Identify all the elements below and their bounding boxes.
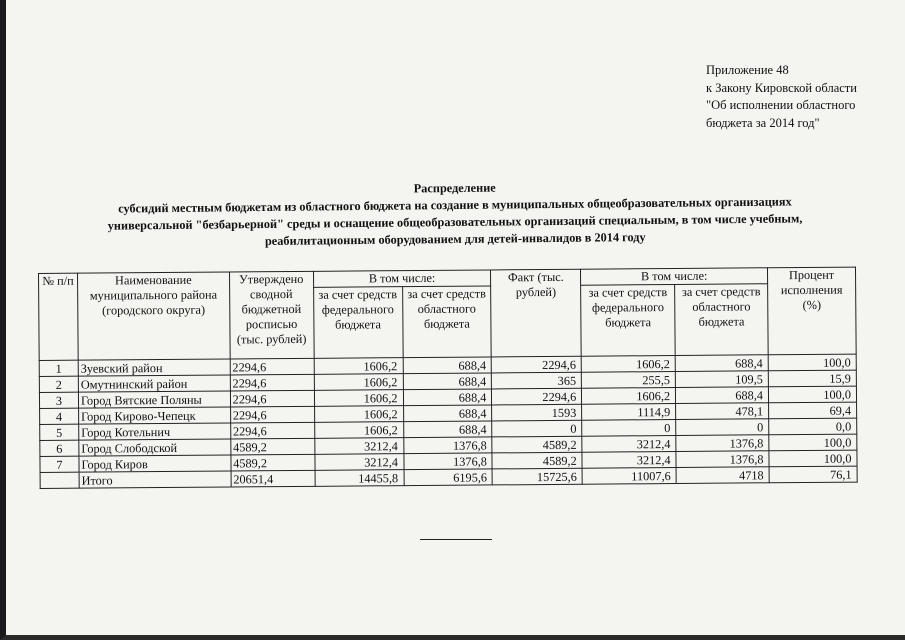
cell-percent: 100,0 <box>768 386 856 403</box>
cell-approved: 2294,6 <box>230 422 314 439</box>
header-including-1: В том числе: <box>313 270 491 287</box>
cell-federal-2: 3212,4 <box>582 451 676 468</box>
cell-federal-1: 1606,2 <box>314 422 403 439</box>
footer-divider <box>420 539 492 540</box>
cell-fact: 365 <box>492 372 582 389</box>
cell-percent: 76,1 <box>769 466 857 483</box>
cell-federal-2: 11007,6 <box>582 467 676 484</box>
cell-regional-1: 688,4 <box>403 389 492 406</box>
cell-regional-1: 688,4 <box>403 421 492 438</box>
cell-federal-1: 1606,2 <box>314 358 403 375</box>
cell-federal-2: 3212,4 <box>582 435 676 452</box>
cell-percent: 100,0 <box>768 354 856 371</box>
cell-name: Город Котельнич <box>79 423 231 440</box>
cell-regional-2: 688,4 <box>675 355 768 372</box>
cell-num <box>40 472 79 488</box>
appendix-line: "Об исполнении областного <box>706 98 856 112</box>
cell-regional-1: 688,4 <box>403 405 492 422</box>
cell-regional-2: 688,4 <box>676 387 769 404</box>
cell-num: 3 <box>39 392 78 408</box>
cell-regional-2: 109,5 <box>675 371 768 388</box>
cell-percent: 69,4 <box>769 402 857 419</box>
cell-name: Город Вятские Поляны <box>78 391 230 408</box>
cell-federal-2: 0 <box>582 419 676 436</box>
appendix-line: к Закону Кировской области <box>706 80 857 95</box>
cell-regional-1: 1376,8 <box>403 437 492 454</box>
cell-federal-1: 14455,8 <box>315 470 404 487</box>
cell-approved: 2294,6 <box>230 390 314 407</box>
document-title <box>60 176 851 252</box>
cell-federal-1: 1606,2 <box>314 390 403 407</box>
cell-regional-2: 1376,8 <box>676 435 769 452</box>
cell-federal-1: 1606,2 <box>314 374 403 391</box>
cell-name: Город Кирово-Чепецк <box>78 407 230 424</box>
cell-fact: 0 <box>492 420 582 437</box>
cell-num: 7 <box>40 456 79 472</box>
cell-fact: 4589,2 <box>492 436 582 453</box>
header-federal-1: за счет средств федерального бюджета <box>313 287 402 359</box>
cell-name: Омутнинский район <box>78 375 230 392</box>
appendix-line: бюджета за 2014 год" <box>706 115 820 130</box>
cell-regional-2: 4718 <box>676 467 769 484</box>
cell-federal-2: 255,5 <box>582 371 676 388</box>
subsidy-table <box>38 267 858 489</box>
cell-fact: 1593 <box>492 404 582 421</box>
cell-name: Зуевский район <box>78 359 230 376</box>
cell-approved: 2294,6 <box>230 406 314 423</box>
cell-percent: 15,9 <box>768 370 856 387</box>
cell-federal-2: 1606,2 <box>581 355 675 372</box>
header-num: № п/п <box>39 273 79 360</box>
cell-approved: 20651,4 <box>231 470 315 487</box>
cell-name: Город Киров <box>79 455 231 472</box>
header-fact: Факт (тыс. рублей) <box>491 269 581 357</box>
cell-fact: 15725,6 <box>492 468 582 485</box>
cell-regional-1: 1376,8 <box>403 453 492 470</box>
header-approved: Утверждено сводной бюджетной росписью (тыс. рублей) <box>229 271 314 359</box>
cell-regional-2: 478,1 <box>676 403 769 420</box>
cell-regional-2: 1376,8 <box>676 451 769 468</box>
cell-num: 4 <box>40 408 79 424</box>
cell-name: Город Слободской <box>79 439 231 456</box>
cell-percent: 100,0 <box>769 434 857 451</box>
cell-federal-1: 1606,2 <box>314 406 403 423</box>
header-regional-2: за счет средств областного бюджета <box>675 284 768 356</box>
cell-approved: 4589,2 <box>231 454 315 471</box>
header-regional-1: за счет средств областного бюджета <box>402 286 491 358</box>
cell-fact: 2294,6 <box>492 356 582 373</box>
cell-num: 5 <box>40 424 79 440</box>
cell-num: 1 <box>39 360 78 376</box>
cell-approved: 2294,6 <box>230 374 314 391</box>
cell-federal-2: 1114,9 <box>582 403 676 420</box>
cell-percent: 0,0 <box>769 418 857 435</box>
title-line: Распределение <box>413 180 496 196</box>
header-name: Наименование муниципального района (городского округа) <box>77 272 229 360</box>
cell-num: 2 <box>39 376 78 392</box>
cell-federal-1: 3212,4 <box>314 438 403 455</box>
cell-fact: 2294,6 <box>492 388 582 405</box>
header-including-2: В том числе: <box>581 268 768 285</box>
cell-regional-2: 0 <box>676 419 769 436</box>
title-line: универсальной "безбарьерной" среды и оснащение общеобразовательных организаций специальным, в том числе учебным, <box>107 211 803 233</box>
cell-federal-2: 1606,2 <box>582 387 676 404</box>
cell-percent: 100,0 <box>769 450 857 467</box>
cell-approved: 2294,6 <box>230 358 314 375</box>
appendix-note <box>706 62 857 132</box>
cell-federal-1: 3212,4 <box>315 454 404 471</box>
header-percent: Процент исполнения (%) <box>768 267 857 355</box>
cell-regional-1: 6195,6 <box>404 469 493 486</box>
cell-regional-1: 688,4 <box>403 373 492 390</box>
title-line: реабилитационным оборудованием для детей-инвалидов в 2014 году <box>264 230 646 248</box>
title-line: субсидий местным бюджетам из областного бюджета на создание в муниципальных общеобразовательных организациях <box>118 194 792 216</box>
cell-fact: 4589,2 <box>492 452 582 469</box>
appendix-line: Приложение 48 <box>706 63 789 77</box>
cell-regional-1: 688,4 <box>403 357 492 374</box>
cell-num: 6 <box>40 440 79 456</box>
cell-approved: 4589,2 <box>230 438 314 455</box>
header-federal-2: за счет средств федерального бюджета <box>581 284 675 356</box>
cell-name: Итого <box>79 471 231 488</box>
